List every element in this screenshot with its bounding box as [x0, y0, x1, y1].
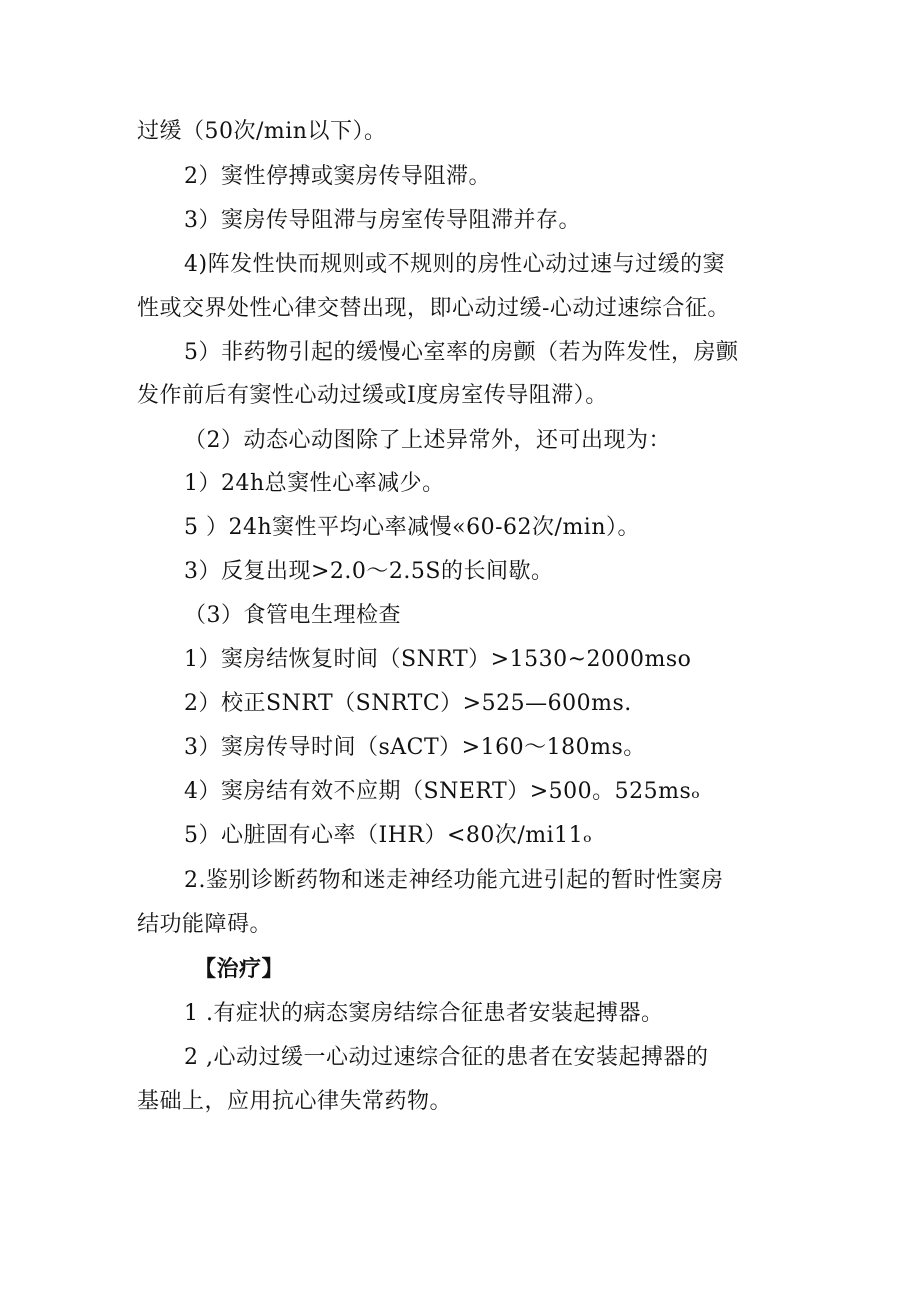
- text-line-21: 1 .有症状的病态窦房结综合征患者安装起搏器。: [184, 1001, 664, 1026]
- text-line-3: 3）窦房传导阻滞与房室传导阻滞并存。: [184, 208, 581, 233]
- text-line-7: 发作前后有窦性心动过缓或I度房室传导阻滞）。: [137, 383, 608, 408]
- text-line-14: 2）校正SNRT（SNRTC）>525—600ms.: [184, 691, 632, 716]
- text-line-10: 5 ）24h窦性平均心率减慢«60-62次/min）。: [184, 515, 641, 540]
- text-line-12: （3）食管电生理检查: [184, 603, 401, 628]
- text-line-8: （2）动态心动图除了上述异常外，还可出现为：: [184, 428, 671, 453]
- text-line-2: 2）窦性停搏或窦房传导阻滞。: [184, 164, 491, 189]
- text-line-9: 1）24h总窦性心率减少。: [184, 471, 445, 496]
- text-line-17: 5）心脏固有心率（IHR）<80次/mi11ₒ: [184, 823, 593, 848]
- text-line-13: 1）窦房结恢复时间（SNRT）>1530~2000mso: [184, 647, 692, 672]
- text-line-1: 过缓（50次/min以下）。: [137, 119, 387, 144]
- text-line-22: 2 ,心动过缓一心动过速综合征的患者在安装起搏器的: [184, 1045, 709, 1070]
- text-line-4: 4)阵发性快而规则或不规则的房性心动过速与过缓的窦: [184, 252, 726, 277]
- text-line-11: 3）反复出现>2.0～2.5S的长间歇。: [184, 559, 554, 584]
- text-line-23: 基础上，应用抗心律失常药物。: [137, 1089, 453, 1114]
- text-line-5: 性或交界处性心律交替出现，即心动过缓-心动过速综合征。: [137, 296, 730, 321]
- text-line-16: 4）窦房结有效不应期（SNERT）>500。525msₒ: [184, 779, 701, 804]
- text-line-15: 3）窦房传导时间（sACT）>160～180ms。: [184, 735, 646, 760]
- text-line-6: 5）非药物引起的缓慢心室率的房颤（若为阵发性，房颤: [184, 340, 739, 365]
- text-line-18: 2.鉴别诊断药物和迷走神经功能亢进引起的暂时性窦房: [184, 868, 724, 893]
- section-heading-treatment: 【治疗】: [194, 957, 285, 982]
- text-line-19: 结功能障碍。: [137, 912, 273, 937]
